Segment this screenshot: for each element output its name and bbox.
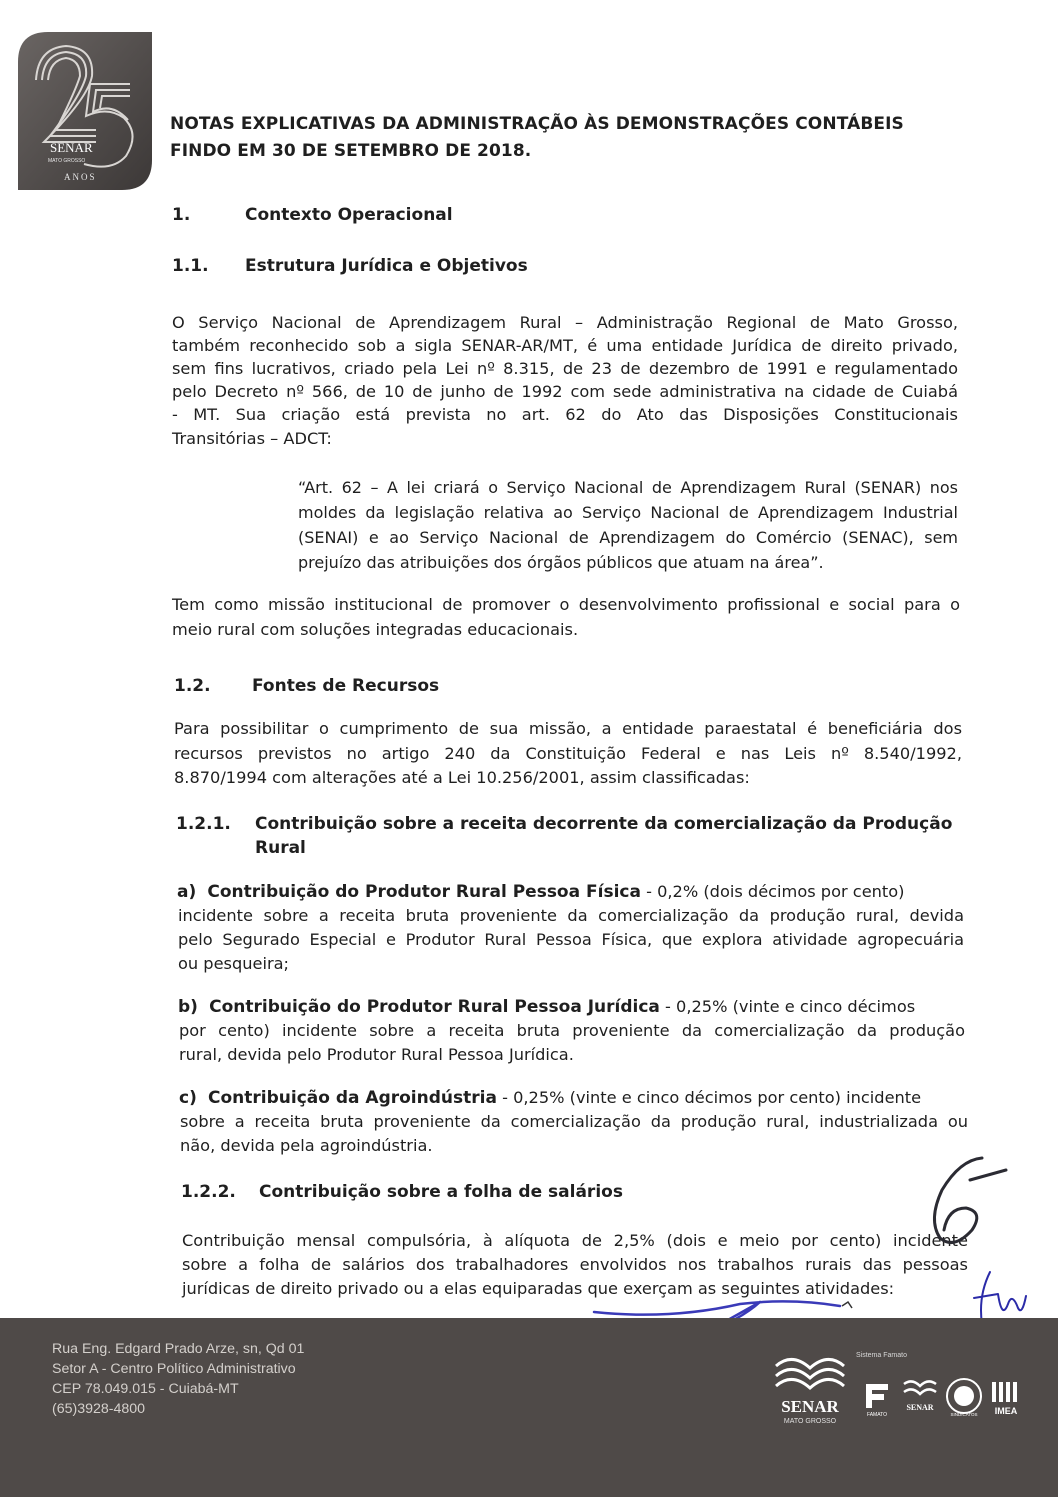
paragraph-line: Transitórias – ADCT: (172, 429, 332, 448)
item-line: incidente sobre a receita bruta proveniente da comercialização da produção rural, devida (178, 906, 964, 925)
item-a-first-line (177, 882, 904, 902)
item-b-first-line (178, 997, 915, 1017)
sistema-famato-label: Sistema Famato (856, 1352, 907, 1359)
address-line: Setor A - Centro Político Administrativo (52, 1361, 296, 1377)
logo-brand: SENAR (50, 140, 93, 155)
paragraph-line: Tem como missão institucional de promover o desenvolvimento profissional e social para o (172, 595, 960, 614)
logo-sub: MATO GROSSO (48, 158, 86, 164)
section-number: 1.1. (172, 256, 209, 276)
section-number: 1. (172, 205, 191, 225)
paragraph-line: sem fins lucrativos, criado pela Lei nº 8.315, de 23 de dezembro de 1991 e regulamentado (172, 359, 958, 378)
paragraph-line: 8.870/1994 com alterações até a Lei 10.256/2001, assim classificadas: (174, 768, 750, 787)
address-line: Rua Eng. Edgard Prado Arze, sn, Qd 01 (52, 1341, 305, 1357)
partner-name: FAMATO (866, 1412, 888, 1418)
senar-mato-grosso-logo (770, 1352, 850, 1428)
partner-name: IMEA (994, 1406, 1018, 1416)
section-number: 1.2. (174, 676, 211, 696)
quote-line: (SENAI) e ao Serviço Nacional de Aprendizagem do Comércio (SENAC), sem (298, 528, 958, 547)
item-rest: - 0,2% (dois décimos por cento) (640, 882, 905, 901)
document-title-line-2: FINDO EM 30 DE SETEMBRO DE 2018. (170, 141, 532, 161)
item-line: rural, devida pelo Produtor Rural Pessoa Jurídica. (179, 1045, 574, 1064)
section-title: Contexto Operacional (245, 205, 453, 225)
senar-logo-sub: MATO GROSSO (783, 1418, 837, 1425)
section-title: Contribuição sobre a receita decorrente da comercialização da Produção (255, 814, 953, 834)
item-line: não, devida pela agroindústria. (180, 1136, 433, 1155)
section-number: 1.2.2. (181, 1182, 236, 1202)
item-line: sobre a receita bruta proveniente da comercialização da produção rural, industrializada ou (180, 1112, 968, 1131)
senar-small-logo (900, 1376, 940, 1418)
item-bold: Contribuição do Produtor Rural Pessoa Física (207, 882, 641, 902)
section-title: Estrutura Jurídica e Objetivos (245, 256, 528, 276)
senar-25-anos-logo (18, 32, 152, 190)
section-title: Contribuição sobre a folha de salários (259, 1182, 623, 1202)
item-label: c) (179, 1088, 197, 1108)
footer-address (52, 1339, 304, 1419)
partner-name: SINDICATOS (950, 1412, 978, 1417)
paragraph-line: recursos previstos no artigo 240 da Constituição Federal e nas Leis nº 8.540/1992, (174, 744, 962, 763)
paragraph-line: pelo Decreto nº 566, de 10 de junho de 1992 com sede administrativa na cidade de Cuiabá (172, 382, 958, 401)
section-title-cont: Rural (255, 838, 306, 858)
item-label: a) (177, 882, 197, 902)
item-rest: - 0,25% (vinte e cinco décimos por cento) incidente (496, 1088, 922, 1107)
section-number: 1.2.1. (176, 814, 231, 834)
item-line: ou pesqueira; (178, 954, 289, 973)
address-line: CEP 78.049.015 - Cuiabá-MT (52, 1381, 239, 1397)
paragraph-line: também reconhecido sob a sigla SENAR-AR/MT, é uma entidade Jurídica de direito privado, (172, 336, 958, 355)
senar-logo-name: SENAR (781, 1397, 839, 1416)
paragraph-line: jurídicas de direito privado ou a elas equiparadas que exerçam as seguintes atividades: (182, 1279, 895, 1298)
paragraph-line: Contribuição mensal compulsória, à alíquota de 2,5% (dois e meio por cento) incidente (182, 1231, 968, 1250)
item-c-first-line (179, 1088, 921, 1108)
item-rest: - 0,25% (vinte e cinco décimos (659, 997, 916, 1016)
quote-line: prejuízo das atribuições dos órgãos públicos que atuam na área”. (298, 553, 824, 572)
handwritten-initials-signature (920, 1150, 1010, 1260)
section-title: Fontes de Recursos (252, 676, 440, 696)
item-line: por cento) incidente sobre a receita bruta proveniente da comercialização da produção (179, 1021, 965, 1040)
quote-line: “Art. 62 – A lei criará o Serviço Nacional de Aprendizagem Rural (SENAR) nos (298, 478, 958, 497)
paragraph-line: - MT. Sua criação está prevista no art. 62 do Ato das Disposições Constitucionais (172, 405, 958, 424)
document-title (170, 111, 990, 165)
imea-logo (988, 1376, 1026, 1418)
item-bold: Contribuição do Produtor Rural Pessoa Jurídica (209, 997, 660, 1017)
item-label: b) (178, 997, 198, 1017)
quote-line: moldes da legislação relativa ao Serviço Nacional de Aprendizagem Industrial (298, 503, 958, 522)
paragraph-line: meio rural com soluções integradas educacionais. (172, 620, 579, 639)
sindicatos-seal-logo (944, 1376, 984, 1418)
document-title-line-1: NOTAS EXPLICATIVAS DA ADMINISTRAÇÃO ÀS DEMONSTRAÇÕES CONTÁBEIS (170, 114, 904, 134)
logo-anos: ANOS (64, 172, 97, 182)
address-line: (65)3928-4800 (52, 1401, 146, 1417)
paragraph-line: Para possibilitar o cumprimento de sua missão, a entidade paraestatal é beneficiária dos (174, 719, 962, 738)
famato-logo (858, 1376, 896, 1418)
paragraph-line: sobre a folha de salários dos trabalhadores envolvidos nos trabalhos rurais das pessoas (182, 1255, 968, 1274)
item-line: pelo Segurado Especial e Produtor Rural Pessoa Física, que explora atividade agropecuária (178, 930, 964, 949)
item-bold: Contribuição da Agroindústria (208, 1088, 497, 1108)
partner-name: SENAR (906, 1403, 934, 1412)
paragraph-line: O Serviço Nacional de Aprendizagem Rural – Administração Regional de Mato Grosso, (172, 313, 958, 332)
